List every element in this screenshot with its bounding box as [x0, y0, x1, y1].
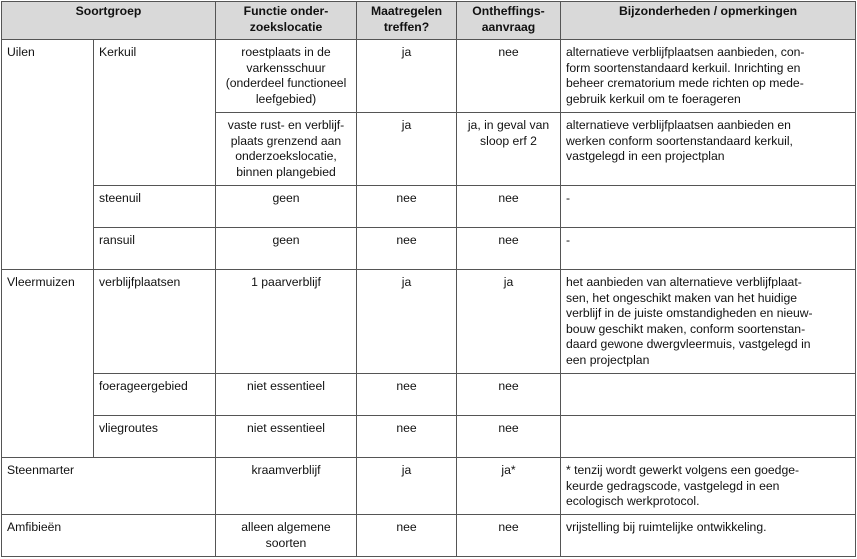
maatregelen-cell: ja	[357, 270, 457, 374]
header-bijzonderheden: Bijzonderheden / opmerkingen	[561, 2, 856, 40]
maatregelen-cell: ja	[357, 458, 457, 515]
table-row	[2, 40, 856, 113]
species-cell: Kerkuil	[94, 40, 216, 186]
opmerkingen-cell: * tenzij wordt gewerkt volgens een goedge- keurde gedragscode, vastgelegd in een ecologisch werkprotocol.	[561, 458, 856, 515]
ontheffing-cell: nee	[457, 228, 561, 270]
species-cell: ransuil	[94, 228, 216, 270]
maatregelen-cell: ja	[357, 113, 457, 186]
ontheffing-cell: ja*	[457, 458, 561, 515]
header-ontheffing: Ontheffings- aanvraag	[457, 2, 561, 40]
opmerkingen-cell: het aanbieden van alternatieve verblijfplaat- sen, het ongeschikt maken van het huidige verblijf in de juiste omstandigheden en nieuw- bouw geschikt maken, conform soortenstan- daard gewone dwergvleermuis, vastgelegd in een projectplan	[561, 270, 856, 374]
maatregelen-cell: nee	[357, 374, 457, 416]
species-cell: vliegroutes	[94, 416, 216, 458]
group-cell: Vleermuizen	[2, 270, 94, 458]
header-row	[2, 2, 856, 40]
group-cell: Uilen	[2, 40, 94, 270]
functie-cell: alleen algemene soorten	[216, 515, 357, 557]
maatregelen-cell: nee	[357, 186, 457, 228]
header-functie: Functie onder- zoekslocatie	[216, 2, 357, 40]
table-row	[2, 374, 856, 416]
maatregelen-cell: nee	[357, 515, 457, 557]
ontheffing-cell: nee	[457, 186, 561, 228]
opmerkingen-cell	[561, 416, 856, 458]
species-cell: verblijfplaatsen	[94, 270, 216, 374]
ontheffing-cell: ja	[457, 270, 561, 374]
functie-cell: niet essentieel	[216, 374, 357, 416]
header-maatregelen: Maatregelen treffen?	[357, 2, 457, 40]
table-row	[2, 515, 856, 557]
functie-cell: roestplaats in de varkensschuur (onderdeel functioneel leefgebied)	[216, 40, 357, 113]
table-row	[2, 228, 856, 270]
table-row	[2, 416, 856, 458]
species-table	[1, 1, 856, 557]
opmerkingen-cell: -	[561, 186, 856, 228]
functie-cell: geen	[216, 186, 357, 228]
functie-cell: 1 paarverblijf	[216, 270, 357, 374]
species-cell: foerageergebied	[94, 374, 216, 416]
opmerkingen-cell: alternatieve verblijfplaatsen aanbieden en werken conform soortenstandaard kerkuil, vastgelegd in een projectplan	[561, 113, 856, 186]
maatregelen-cell: nee	[357, 228, 457, 270]
group-cell: Steenmarter	[2, 458, 216, 515]
functie-cell: vaste rust- en verblijf- plaats grenzend aan onderzoekslocatie, binnen plangebied	[216, 113, 357, 186]
species-cell: steenuil	[94, 186, 216, 228]
table-row	[2, 458, 856, 515]
ontheffing-cell: nee	[457, 374, 561, 416]
maatregelen-cell: ja	[357, 40, 457, 113]
group-cell: Amfibieën	[2, 515, 216, 557]
ontheffing-cell: nee	[457, 515, 561, 557]
table-row	[2, 186, 856, 228]
maatregelen-cell: nee	[357, 416, 457, 458]
opmerkingen-cell: -	[561, 228, 856, 270]
header-soortgroep: Soortgroep	[2, 2, 216, 40]
opmerkingen-cell: vrijstelling bij ruimtelijke ontwikkeling.	[561, 515, 856, 557]
ontheffing-cell: nee	[457, 416, 561, 458]
functie-cell: geen	[216, 228, 357, 270]
functie-cell: kraamverblijf	[216, 458, 357, 515]
table-row	[2, 270, 856, 374]
opmerkingen-cell	[561, 374, 856, 416]
ontheffing-cell: nee	[457, 40, 561, 113]
functie-cell: niet essentieel	[216, 416, 357, 458]
opmerkingen-cell: alternatieve verblijfplaatsen aanbieden, con- form soortenstandaard kerkuil. Inrichting en beheer crematorium mede richten op mede- gebruik kerkuil om te foerageren	[561, 40, 856, 113]
ontheffing-cell: ja, in geval van sloop erf 2	[457, 113, 561, 186]
